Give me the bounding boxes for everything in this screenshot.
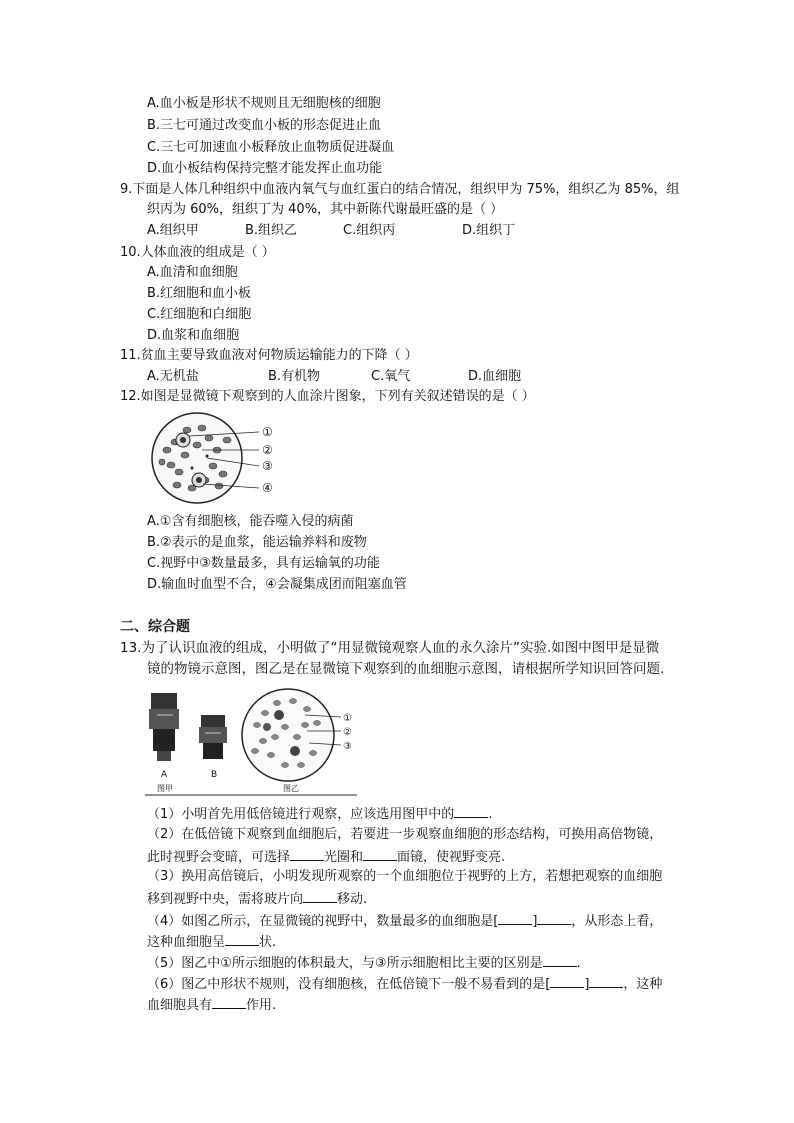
answer-blank[interactable] [225,931,259,946]
fig-label-yi: 图乙 [283,784,299,793]
q10-option-a: A.血清和血细胞 [147,265,238,280]
objective-b-icon [199,715,227,759]
fig-label-b: B [211,770,218,780]
q13-part2-text-c: 面镜，使视野变亮. [397,850,506,865]
q13-part2-line1: （2）在低倍镜下观察到血细胞后，若要进一步观察血细胞的形态结构，可换用高倍物镜， [147,827,663,842]
q13-part3-text-a: 移到视野中央，需将玻片向 [147,892,304,907]
q13-part6-text-d: 血细胞具有 [147,998,213,1013]
answer-blank[interactable] [363,846,397,861]
fig-label-jia: 图甲 [157,784,173,793]
q13-part5-text-b: . [576,956,581,971]
answer-blank[interactable] [290,846,324,861]
q10-stem: 10.人体血液的组成是（ ） [120,245,275,260]
answer-blank[interactable] [212,994,246,1009]
q12-fig-label-3: ③ [262,459,273,473]
q13-stem-line1: 13.为了认识血液的组成，小明做了“用显微镜观察人血的永久涂片”实验.如图中图甲是显微 [120,640,660,656]
q13-stem-line2: 镜的物镜示意图，图乙是在显微镜下观察到的血细胞示意图，请根据所学知识回答问题. [147,661,665,677]
q9-option-c: C.组织丙 [343,223,396,238]
answer-blank[interactable] [543,952,577,967]
q13-part4-text-e: 状. [259,935,277,950]
objective-a-icon [149,693,179,761]
q8-option-d: D.血小板结构保持完整才能发挥止血功能 [147,161,383,176]
q8-option-b: B.三七可通过改变血小板的形态促进止血 [147,118,382,133]
q13-part2-text-b: 光圈和 [324,850,364,865]
q13-part6-text-c: ，这种 [623,977,663,992]
q13-part4-text-c: ，从形态上看， [571,914,663,929]
q13-part6-text-e: 作用. [246,998,277,1013]
q8-option-a: A.血小板是形状不规则且无细胞核的细胞 [147,96,381,111]
q12-option-c: C.视野中③数量最多，具有运输氧的功能 [147,556,380,571]
q11-stem: 11.贫血主要导致血液对何物质运输能力的下降（ ） [120,348,418,363]
q12-option-b: B.②表示的是血浆，能运输养料和废物 [147,535,367,550]
fig-label-a: A [161,770,168,780]
q12-fig-label-1: ① [262,425,273,439]
q13-part6-text-b: ] [584,977,590,992]
q8-option-c: C.三七可加速血小板释放止血物质促进凝血 [147,140,395,155]
fig-label-1: ① [343,713,352,724]
q13-part2-line2 [147,846,505,868]
q9-stem-line1: 9.下面是人体几种组织中血液内氧气与血红蛋白的结合情况，组织甲为 75%，组织乙为 85%，组 [120,182,680,197]
fig-label-2: ② [343,727,352,738]
answer-blank[interactable] [303,888,337,903]
answer-blank[interactable] [550,973,584,988]
answer-blank[interactable] [537,910,571,925]
answer-blank[interactable] [454,803,488,818]
q11-option-a: A.无机盐 [147,369,199,384]
q13-part4-text-d: 这种血细胞呈 [147,935,226,950]
q10-option-b: B.红细胞和血小板 [147,286,252,301]
q12-option-d: D.输血时血型不合，④会凝集成团而阻塞血管 [147,577,407,592]
q11-option-c: C.氧气 [371,369,411,384]
q13-part4-line2 [147,931,276,953]
fig-label-3: ③ [343,741,352,752]
q12-stem: 12.如图是显微镜下观察到的人血涂片图象，下列有关叙述错误的是（ ） [120,389,535,404]
q13-part6-text-a: （6）图乙中形状不规则，没有细胞核，在低倍镜下一般不易看到的是[ [147,977,551,992]
q9-stem-line2: 织丙为 60%，组织丁为 40%，其中新陈代谢最旺盛的是（ ） [147,202,504,217]
q10-option-c: C.红细胞和白细胞 [147,307,252,322]
q11-option-b: B.有机物 [268,369,321,384]
q13-part4-text-a: （4）如图乙所示，在显微镜的视野中，数量最多的血细胞是[ [147,914,499,929]
q13-part3-line2 [147,888,367,910]
q11-option-d: D.血细胞 [468,369,522,384]
q10-option-d: D.血浆和血细胞 [147,328,240,343]
q12-option-a: A.①含有细胞核，能吞噬入侵的病菌 [147,514,354,529]
q9-option-d: D.组织丁 [462,223,516,238]
answer-blank[interactable] [498,910,532,925]
q9-option-b: B.组织乙 [245,223,298,238]
q13-part5 [147,952,581,974]
q13-microscope-figure [145,685,365,797]
q13-part6-line2 [147,994,276,1016]
answer-blank[interactable] [589,973,623,988]
q13-part5-text-a: （5）图乙中①所示细胞的体积最大，与③所示细胞相比主要的区别是 [147,956,543,971]
q12-blood-smear-figure [147,410,287,510]
q13-part2-text-a: 此时视野会变暗，可选择 [147,850,291,865]
q13-part3-line1: （3）换用高倍镜后，小明发现所观察的一个血细胞位于视野的上方，若想把观察的血细胞 [147,869,663,884]
q13-part1-text: （1）小明首先用低倍镜进行观察，应该选用图甲中的 [147,807,455,822]
q13-part1-end: . [488,807,493,822]
q13-part3-text-b: 移动. [337,892,368,907]
q13-part4-line1 [147,910,662,932]
section-title: 二、综合题 [120,619,190,635]
q12-fig-label-2: ② [262,443,273,457]
q9-option-a: A.组织甲 [147,223,199,238]
q13-part4-text-b: ] [532,914,538,929]
q13-part1 [147,803,492,825]
q13-part6-line1 [147,973,662,995]
q12-fig-label-4: ④ [262,481,273,495]
